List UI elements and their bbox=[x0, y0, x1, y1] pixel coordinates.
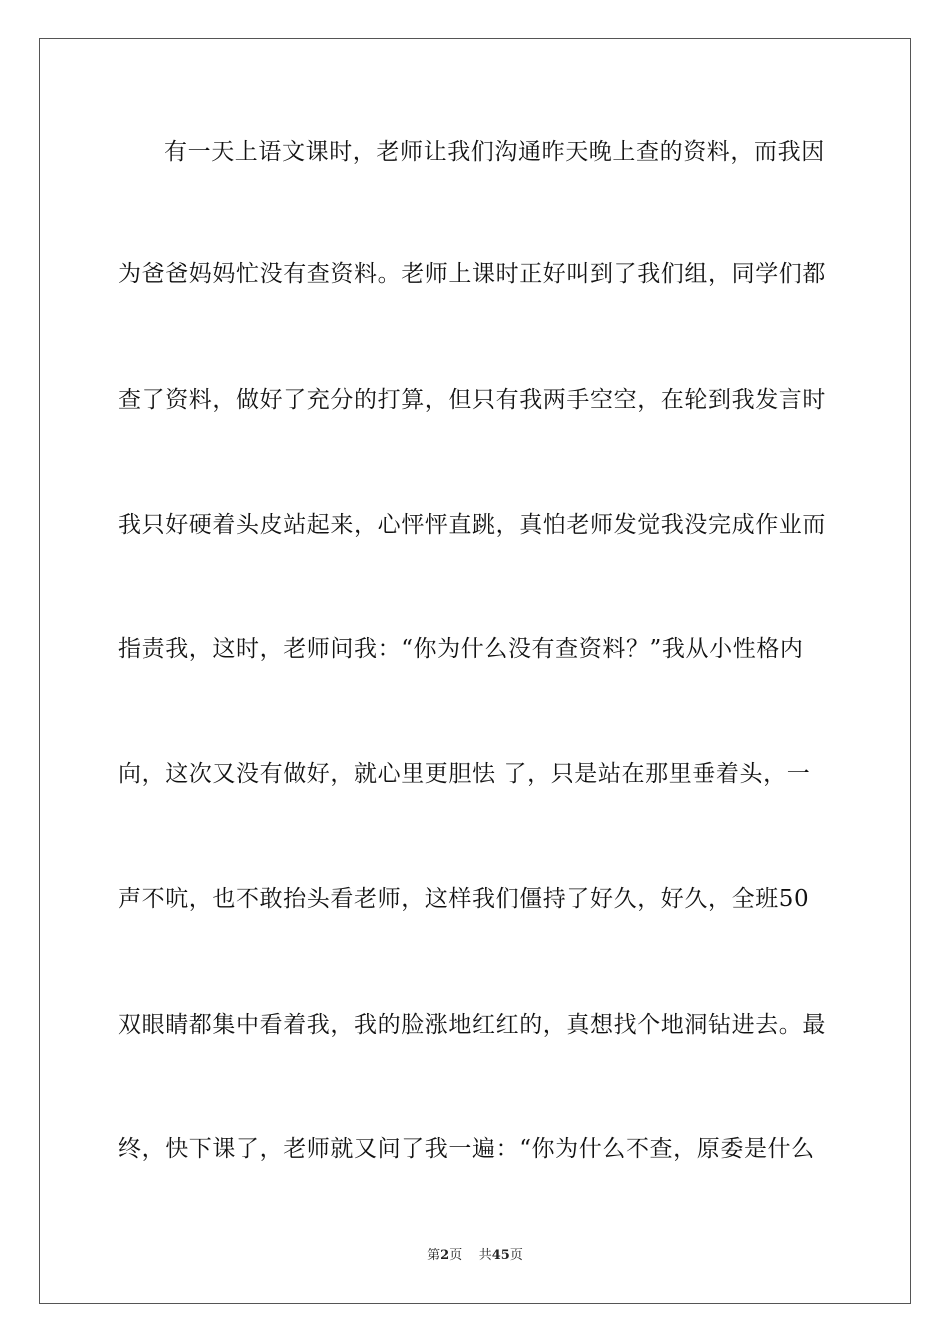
text-line-1: 有一天上语文课时，老师让我们沟通昨天晚上查的资料，而我因 bbox=[164, 139, 825, 165]
total-suffix: 页 bbox=[509, 1248, 523, 1263]
page-suffix: 页 bbox=[449, 1248, 463, 1263]
text-line-4: 我只好硬着头皮站起来，心怦怦直跳，真怕老师发觉我没完成作业而 bbox=[118, 512, 826, 538]
text-line-2: 为爸爸妈妈忙没有查资料。老师上课时正好叫到了我们组，同学们都 bbox=[118, 261, 826, 287]
page-number: 2 bbox=[440, 1248, 450, 1263]
total-prefix: 共 bbox=[478, 1248, 492, 1263]
page-border bbox=[39, 38, 911, 1304]
text-line-7: 声不吭，也不敢抬头看老师，这样我们僵持了好久，好久，全班50 bbox=[118, 886, 810, 912]
page-prefix: 第 bbox=[427, 1248, 441, 1263]
text-line-5: 指责我，这时，老师问我：“你为什么没有查资料？”我从小性格内 bbox=[118, 636, 804, 662]
page-footer bbox=[0, 1248, 950, 1264]
text-line-8: 双眼睛都集中看着我，我的脸涨地红红的，真想找个地洞钻进去。最 bbox=[118, 1012, 826, 1038]
text-line-3: 查了资料，做好了充分的打算，但只有我两手空空，在轮到我发言时 bbox=[118, 387, 826, 413]
text-line-6: 向，这次又没有做好，就心里更胆怯 了，只是站在那里垂着头，一 bbox=[118, 761, 811, 787]
total-pages: 45 bbox=[491, 1248, 510, 1263]
text-line-9: 终，快下课了，老师就又问了我一遍：“你为什么不查，原委是什么 bbox=[118, 1136, 815, 1162]
